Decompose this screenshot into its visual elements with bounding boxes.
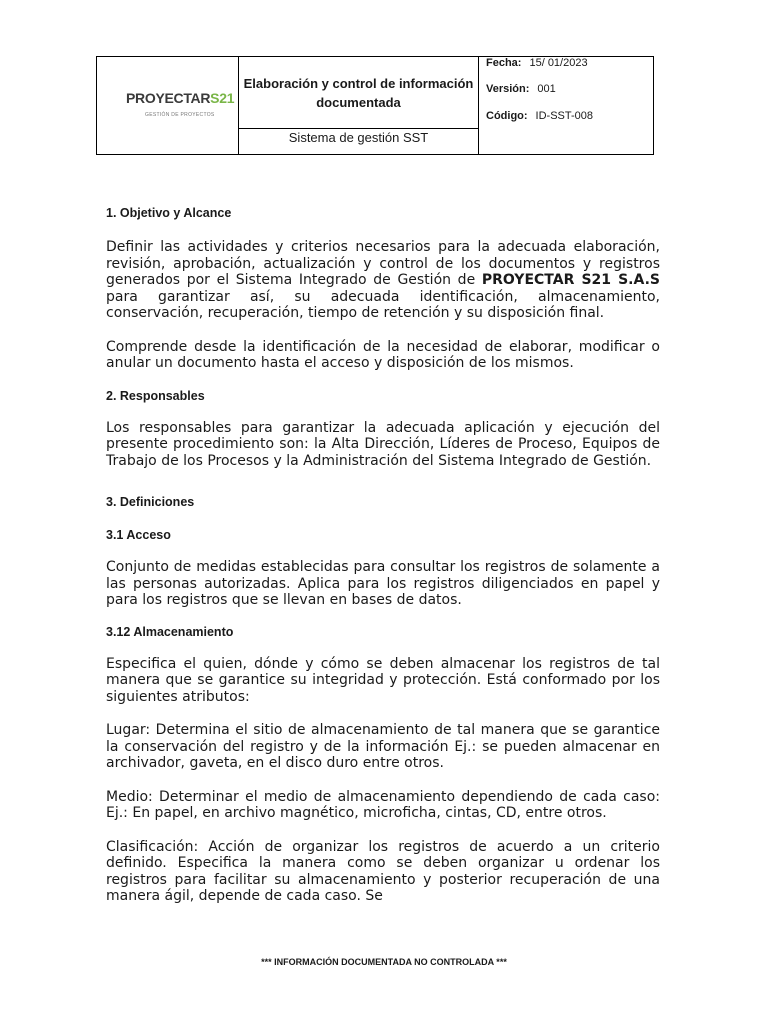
document-title: Elaboración y control de información documentada — [239, 57, 479, 129]
responsibles-paragraph: Los responsables para garantizar la adecuada aplicación y ejecución del presente procedimiento son: la Alta Dirección, Líderes de Proceso, Equipos de Trabajo de los Procesos y la Administración del Sistema Integrado de Gestión. — [106, 419, 660, 469]
storage-place-paragraph: Lugar: Determina el sitio de almacenamiento de tal manera que se garantice la conservación del registro y de la información Ej.: se pueden almacenar en archivador, gaveta, en el disco duro entre otros. — [106, 722, 660, 771]
storage-paragraph: Especifica el quien, dónde y cómo se deben almacenar los registros de tal manera que se garantice su integridad y protección. Está conformado por los siguientes atributos: — [106, 655, 660, 705]
subsection-heading-access: 3.1 Acceso — [106, 528, 171, 542]
document-metadata — [480, 57, 653, 154]
company-logo: PROYECTARS21 — [126, 90, 235, 106]
management-system: Sistema de gestión SST — [239, 129, 479, 154]
classification-paragraph: Clasificación: Acción de organizar los registros de acuerdo a un criterio definido. Especifica la manera como se deben organizar u ordenar los registros para facilitar su almacenamiento y posterior recuperación de una manera ágil, depende de cada caso. Se — [106, 838, 660, 904]
uncontrolled-document-notice: *** INFORMACIÓN DOCUMENTADA NO CONTROLADA *** — [261, 957, 507, 967]
subsection-heading-storage: 3.12 Almacenamiento — [106, 624, 234, 639]
objective-paragraph: Definir las actividades y criterios necesarios para la adecuada elaboración, revisión, aprobación, actualización y control de los documentos y registros generados por el Sistema Integrado de Gestión de PROYECTAR S21 S.A.S para garantizar así, su adecuada identificación, almacenamiento, conservación, recuperación, tiempo de retención y su disposición final. — [106, 239, 660, 321]
date-row: Fecha: 15/ 01/2023 — [486, 57, 588, 69]
logo-tagline: GESTIÓN DE PROYECTOS — [145, 112, 215, 118]
scope-paragraph: Comprende desde la identificación de la necesidad de elaborar, modificar o anular un documento hasta el acceso y disposición de los mismos. — [106, 338, 660, 371]
document-header-table — [96, 56, 654, 155]
section-heading-responsibles: 2. Responsables — [106, 388, 205, 403]
code-row: Código: ID-SST-008 — [486, 110, 594, 122]
company-name: PROYECTAR S21 S.A.S — [481, 272, 660, 288]
version-row: Versión: 001 — [486, 83, 556, 95]
logo-cell — [97, 57, 239, 154]
section-heading-definitions: 3. Definiciones — [106, 495, 195, 509]
access-paragraph: Conjunto de medidas establecidas para consultar los registros de solamente a las personas autorizadas. Aplica para los registros diligenciados en papel y para los registros que se llevan en bases de datos. — [106, 559, 660, 608]
document-body — [106, 206, 660, 905]
section-heading-objective: 1. Objetivo y Alcance — [106, 206, 232, 220]
storage-medium-paragraph: Medio: Determinar el medio de almacenamiento dependiendo de cada caso: Ej.: En papel, en archivo magnético, microficha, cintas, CD, entre otros. — [106, 788, 660, 821]
